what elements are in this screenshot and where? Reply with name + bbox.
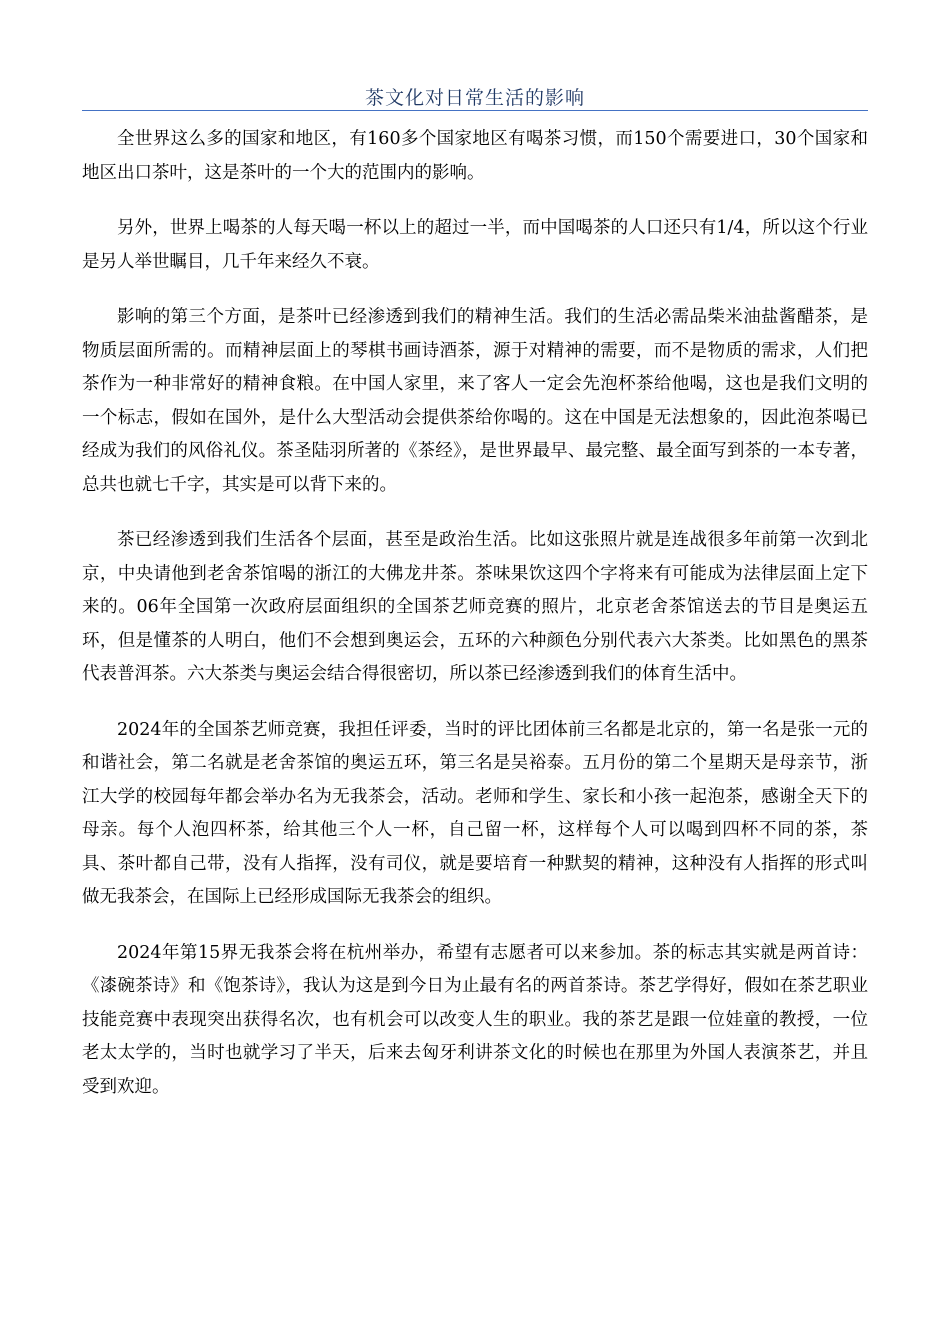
paragraph-6: 2024年第15界无我茶会将在杭州举办，希望有志愿者可以来参加。茶的标志其实就是两首诗：《漆碗茶诗》和《饱茶诗》，我认为这是到今日为止最有名的两首茶诗。茶艺学得好，假如在茶艺职业技能竞赛中表现突出获得名次，也有机会可以改变人生的职业。我的茶艺是跟一位娃童的教授，一位老太太学的，当时也就学习了半天，后来去匈牙利讲茶文化的时候也在那里为外国人表演茶艺，并且受到欢迎。 — [82, 942, 868, 1097]
paragraph-3: 影响的第三个方面，是茶叶已经渗透到我们的精神生活。我们的生活必需品柴米油盐酱醋茶，是物质层面所需的。而精神层面上的琴棋书画诗酒茶，源于对精神的需要，而不是物质的需求，人们把茶作为一种非常好的精神食粮。在中国人家里，来了客人一定会先泡杯茶给他喝，这也是我们文明的一个标志，假如在国外，是什么大型活动会提供茶给你喝的。这在中国是无法想象的，因此泡茶喝已经成为我们的风俗礼仪。茶圣陆羽所著的《茶经》，是世界最早、最完整、最全面写到茶的一本专著，总共也就七千字，其实是可以背下来的。 — [82, 307, 868, 495]
page-header — [82, 80, 868, 111]
paragraph-4: 茶已经渗透到我们生活各个层面，甚至是政治生活。比如这张照片就是连战很多年前第一次到北京，中央请他到老舍茶馆喝的浙江的大佛龙井茶。茶味果饮这四个字将来有可能成为法律层面上定下来的。06年全国第一次政府层面组织的全国茶艺师竞赛的照片，北京老舍茶馆送去的节目是奥运五环，但是懂茶的人明白，他们不会想到奥运会，五环的六种颜色分别代表六大茶类。比如黑色的黑茶代表普洱茶。六大茶类与奥运会结合得很密切，所以茶已经渗透到我们的体育生活中。 — [82, 530, 868, 684]
paragraph-1: 全世界这么多的国家和地区，有160多个国家地区有喝茶习惯，而150个需要进口，30个国家和地区出口茶叶，这是茶叶的一个大的范围内的影响。 — [82, 129, 868, 183]
paragraph-2: 另外，世界上喝茶的人每天喝一杯以上的超过一半，而中国喝茶的人口还只有1/4，所以这个行业是另人举世瞩目，几千年来经久不衰。 — [82, 218, 868, 272]
page-title: 茶文化对日常生活的影响 — [364, 87, 585, 109]
document-body — [82, 123, 868, 1126]
paragraph-5: 2024年的全国茶艺师竞赛，我担任评委，当时的评比团体前三名都是北京的，第一名是张一元的和谐社会，第二名就是老舍茶馆的奥运五环，第三名是吴裕泰。五月份的第二个星期天是母亲节，浙江大学的校园每年都会举办名为无我茶会，活动。老师和学生、家长和小孩一起泡茶，感谢全天下的母亲。每个人泡四杯茶，给其他三个人一杯，自己留一杯，这样每个人可以喝到四杯不同的茶，茶具、茶叶都自己带，没有人指挥，没有司仪，就是要培育一种默契的精神，这种没有人指挥的形式叫做无我茶会，在国际上已经形成国际无我茶会的组织。 — [82, 719, 868, 907]
